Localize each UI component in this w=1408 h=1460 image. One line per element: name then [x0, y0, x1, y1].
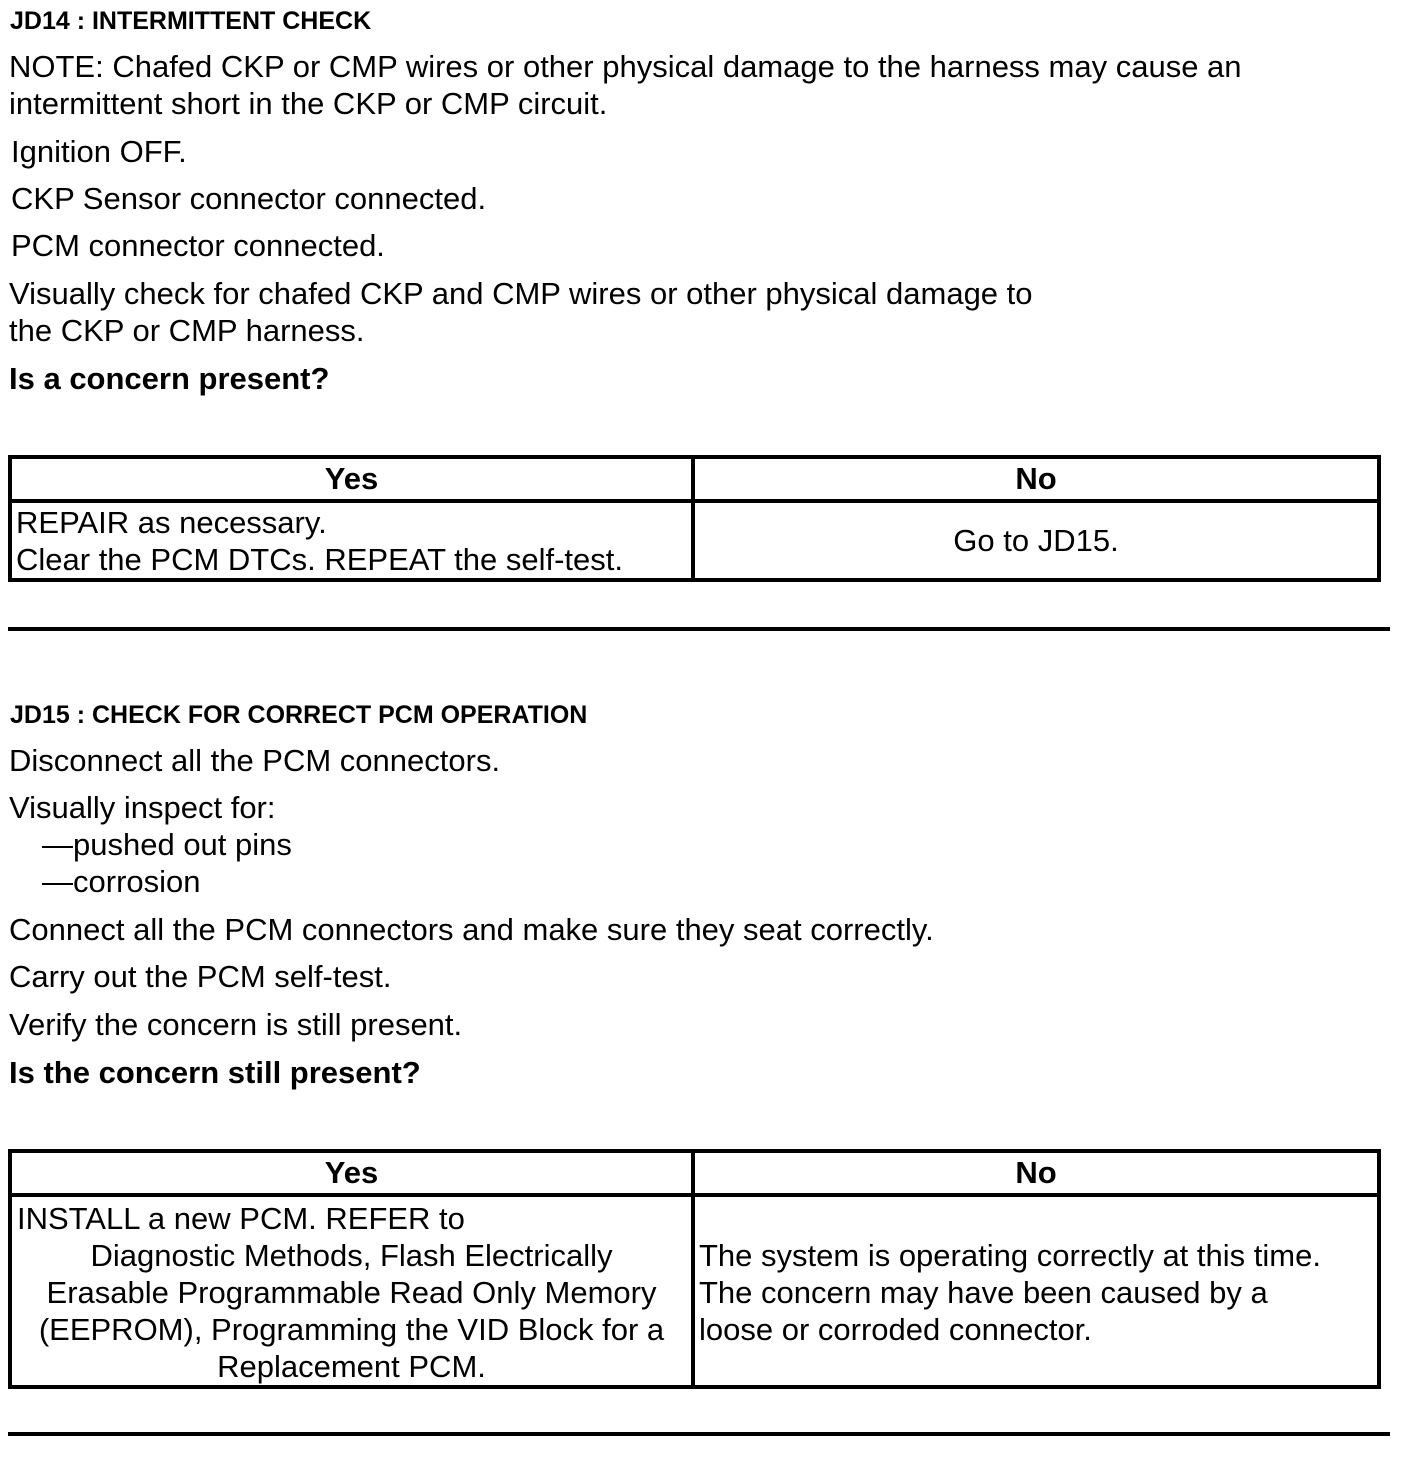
jd15-yes-line-4: (EEPROM), Programming the VID Block for a [38, 1312, 665, 1347]
jd15-no-header: No [693, 1151, 1379, 1195]
jd15-inspect-item-pins: —pushed out pins [42, 827, 292, 862]
jd15-inspect-item-corrosion: —corrosion [42, 864, 201, 899]
jd14-note-line-1: NOTE: Chafed CKP or CMP wires or other physical damage to the harness may cause an [9, 49, 1242, 84]
jd15-no-line-3: loose or corroded connector. [699, 1312, 1092, 1347]
jd14-yes-line-2: Clear the PCM DTCs. REPEAT the self-test. [16, 542, 623, 577]
jd14-step-ignition: Ignition OFF. [11, 134, 187, 169]
jd14-yes-header: Yes [10, 457, 693, 501]
jd15-no-line-2: The concern may have been caused by a [699, 1275, 1268, 1310]
jd14-step-pcm-connector: PCM connector connected. [11, 228, 385, 263]
jd14-yes-cell [10, 501, 693, 580]
section-divider-1 [8, 627, 1390, 631]
section-divider-2 [8, 1432, 1390, 1436]
jd15-heading: JD15 : CHECK FOR CORRECT PCM OPERATION [10, 701, 588, 729]
jd15-yes-line-1: INSTALL a new PCM. REFER to [17, 1201, 465, 1236]
jd14-no-cell: Go to JD15. [693, 501, 1379, 580]
jd15-yes-cell [10, 1195, 693, 1387]
jd15-step-self-test: Carry out the PCM self-test. [9, 959, 392, 994]
jd14-step-visual-check-line-2: the CKP or CMP harness. [9, 313, 365, 348]
jd14-no-header: No [693, 457, 1379, 501]
jd14-step-visual-check-line-1: Visually check for chafed CKP and CMP wires or other physical damage to [9, 276, 1033, 311]
jd15-step-disconnect: Disconnect all the PCM connectors. [9, 743, 501, 778]
jd14-step-ckp-connector: CKP Sensor connector connected. [11, 181, 487, 216]
jd15-step-inspect: Visually inspect for: [9, 790, 276, 825]
jd15-step-verify: Verify the concern is still present. [9, 1007, 463, 1042]
jd15-no-line-1: The system is operating correctly at this time. [699, 1238, 1321, 1273]
jd14-question: Is a concern present? [9, 361, 330, 396]
jd15-yes-line-3: Erasable Programmable Read Only Memory [46, 1275, 657, 1310]
jd14-yes-no-table [8, 455, 1381, 582]
jd14-yes-line-1: REPAIR as necessary. [16, 505, 327, 540]
jd14-heading: JD14 : INTERMITTENT CHECK [10, 7, 372, 35]
jd15-yes-no-table [8, 1149, 1381, 1389]
jd15-yes-header: Yes [10, 1151, 693, 1195]
jd15-no-cell [693, 1195, 1379, 1387]
jd15-yes-line-5: Replacement PCM. [217, 1349, 486, 1384]
jd15-yes-line-2: Diagnostic Methods, Flash Electrically [90, 1238, 613, 1273]
jd15-step-connect: Connect all the PCM connectors and make sure they seat correctly. [9, 912, 934, 947]
jd14-note-line-2: intermittent short in the CKP or CMP circuit. [9, 86, 608, 121]
jd15-question: Is the concern still present? [9, 1055, 421, 1090]
